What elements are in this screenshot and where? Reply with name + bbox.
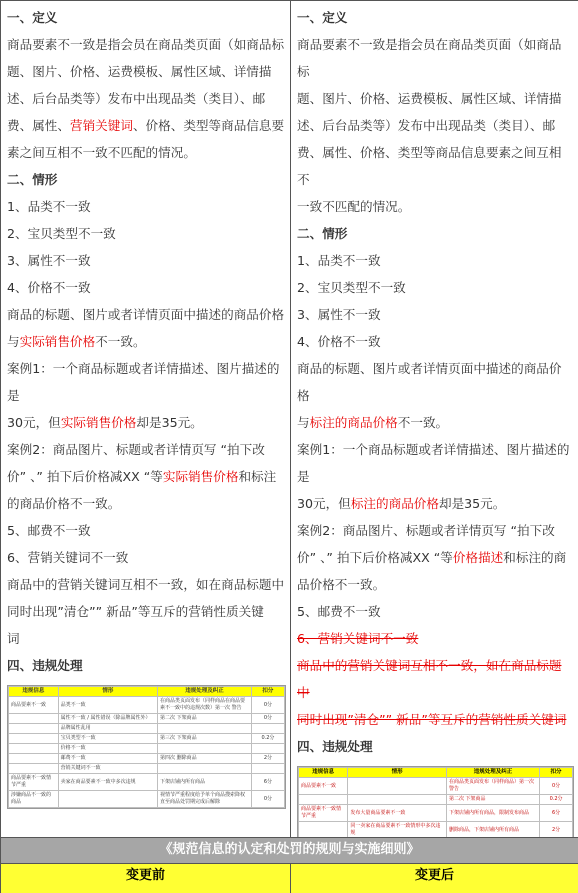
before-text-line [7, 544, 286, 571]
before-text-segment: 、价格、类型等商品信息要 [132, 118, 285, 133]
after-text-line [297, 598, 574, 625]
after-text-segment: 案例1：一个商品标题或者详情描述、图片描述的是 [297, 442, 570, 484]
table-row [9, 774, 285, 791]
before-text-line [7, 463, 286, 490]
before-text-segment: 价” 、” 拍下后价格减XX “等 [7, 469, 163, 484]
after-highlight-text: 标注的商品价格 [309, 415, 398, 430]
after-penalty-cell: 6分 [540, 805, 573, 822]
before-text-segment: 的商品价格不一致。 [7, 496, 121, 511]
after-text-segment: 二、情形 [297, 226, 348, 241]
table-row [299, 805, 573, 822]
after-text-segment: 一、定义 [297, 10, 348, 25]
before-text-segment: 却是35元。 [136, 415, 203, 430]
before-text-segment: 同时出现”清仓”” 新品”等互斥的营销性质关键 [7, 604, 264, 619]
before-text-line [7, 517, 286, 544]
before-highlight-text: 实际销售价格 [162, 469, 239, 484]
after-penalty-cell: 2分 [540, 822, 573, 838]
before-text-segment: 素之间互相不一致不匹配的情况。 [7, 145, 196, 160]
before-penalty-cell [251, 724, 284, 734]
after-heading [297, 220, 574, 247]
before-heading [7, 652, 286, 679]
before-penalty-cell: 6分 [251, 774, 284, 791]
before-penalty-cell: 营销关键词不一致 [58, 764, 157, 774]
before-penalty-cell: 0分 [251, 697, 284, 714]
after-text-line [297, 274, 574, 301]
after-penalty-cell: 发布大量商品要素不一致 [348, 805, 447, 822]
after-text-line [297, 355, 574, 409]
before-penalty-cell: 视情节严重程度给予单个商品搜索降权直至商品处罚期完成后解除 [158, 791, 252, 808]
after-highlight-text: 同时出现”清仓”” 新品”等互斥的营销性质关键词 [297, 712, 567, 727]
after-penalty-header: 情形 [348, 768, 447, 778]
after-text-segment: 与 [297, 415, 310, 430]
before-penalty-cell: 品牌属性乱用 [58, 724, 157, 734]
after-text-segment: 品价格不一致。 [297, 577, 386, 592]
before-penalty-cell: 下架店铺内所有商品 [158, 774, 252, 791]
after-penalty-header: 违规信息 [299, 768, 348, 778]
before-penalty-cell: 2分 [251, 754, 284, 764]
after-text-segment: 费、属性、价格、类型等商品信息要素之间互相不 [297, 145, 562, 187]
table-row [9, 734, 285, 744]
after-text-segment: 4、价格不一致 [297, 334, 381, 349]
table-row [9, 697, 285, 714]
before-text-segment: 5、邮费不一致 [7, 523, 91, 538]
before-text-segment: 案例2：商品图片、标题或者详情页写 “拍下改 [7, 442, 265, 457]
before-penalty-cell: 卖家在商品要素不一致中多次违规 [58, 774, 157, 791]
after-text-line [297, 490, 574, 517]
after-highlight-text: 6、营销关键词不一致 [297, 631, 419, 646]
before-penalty-header: 情形 [58, 687, 157, 697]
after-text-line [297, 139, 574, 193]
after-penalty-cell: 商品要素不一致 [299, 778, 348, 795]
before-penalty-cell [9, 714, 59, 724]
after-text-line [297, 436, 574, 490]
after-heading [297, 733, 574, 760]
after-text-line [297, 301, 574, 328]
after-text-segment: 案例2：商品图片、标题或者详情页写 “拍下改 [297, 523, 555, 538]
before-text-line [7, 85, 286, 112]
before-penalty-cell: 商品要素不一致情节严重 [9, 774, 59, 791]
after-text-line [297, 409, 574, 436]
before-penalty-cell: 宝贝类型不一致 [58, 734, 157, 744]
before-text-line [7, 58, 286, 85]
after-text-segment: 和标注的商 [503, 550, 567, 565]
table-row [9, 714, 285, 724]
before-text-segment: 30元，但 [7, 415, 61, 430]
before-text-line [7, 490, 286, 517]
table-row [9, 764, 285, 774]
before-text-line [7, 436, 286, 463]
before-penalty-cell: 第四次 删除商品 [158, 754, 252, 764]
before-highlight-text: 实际销售价格 [19, 334, 96, 349]
before-text-segment: 1、品类不一致 [7, 199, 91, 214]
before-text-line [7, 625, 286, 652]
before-penalty-cell [158, 724, 252, 734]
after-text-segment: 商品要素不一致是指会员在商品类页面（如商品标 [297, 37, 562, 79]
before-text-segment: 商品中的营销关键词互相不一致，如在商品标题中 [7, 577, 285, 592]
after-text-segment: 1、品类不一致 [297, 253, 381, 268]
after-penalty-cell: 0分 [540, 778, 573, 795]
before-text-segment: 词 [7, 631, 20, 646]
table-row [299, 822, 573, 838]
rule-title: 《规范信息的认定和处罚的规则与实施细则》 [1, 838, 578, 864]
before-penalty-cell: 价格不一致 [58, 744, 157, 754]
table-row [9, 791, 285, 808]
before-penalty-cell: 0分 [251, 714, 284, 724]
before-penalty-cell [9, 744, 59, 754]
after-text-line [297, 328, 574, 355]
after-penalty-cell: 同一卖家在商品要素不一致情形中多次违规 [348, 822, 447, 838]
before-highlight-text: 营销关键词 [69, 118, 133, 133]
after-text-segment: 30元，但 [297, 496, 351, 511]
before-text-line [7, 301, 286, 328]
after-text-segment: 却是35元。 [438, 496, 506, 511]
after-text-line [297, 706, 574, 733]
before-text-line [7, 355, 286, 409]
after-highlight-text: 标注的商品价格 [350, 496, 439, 511]
before-penalty-header: 违规信息 [9, 687, 59, 697]
after-penalty-cell: 在商品类页面发布（同样商品）第一次 警告 [446, 778, 539, 795]
after-penalty-cell: 删除商品，下架店铺内所有商品 [446, 822, 539, 838]
before-text-segment: 费、属性、 [7, 118, 70, 133]
before-penalty-cell [9, 734, 59, 744]
before-penalty-cell: 在商品类页面发布（同样商品在商品要素不一致中的违规次数）第一次 警告 [158, 697, 252, 714]
before-penalty-cell: 邮费不一致 [58, 754, 157, 764]
after-text-segment: 述、后台品类等）发布中出现品类（类目）、邮 [297, 118, 556, 133]
table-row [299, 795, 573, 805]
after-penalty-header: 扣分 [540, 768, 573, 778]
table-row [9, 744, 285, 754]
after-penalty-cell [348, 778, 447, 795]
before-penalty-cell: 0分 [251, 791, 284, 808]
before-penalty-cell: 属性不一致 / 属性错误（除品牌属性外） [58, 714, 157, 724]
before-penalty-cell: 品类不一致 [58, 697, 157, 714]
before-text-segment: 3、属性不一致 [7, 253, 91, 268]
after-penalty-cell [299, 822, 348, 838]
before-penalty-header: 扣分 [251, 687, 284, 697]
before-text-line [7, 139, 286, 166]
after-text-line [297, 193, 574, 220]
before-heading [7, 166, 286, 193]
before-text-segment: 题、图片、价格、运费模板、属性区域、详情描 [7, 64, 272, 79]
after-column [291, 1, 578, 838]
before-penalty-cell [251, 744, 284, 754]
after-text-line [297, 247, 574, 274]
after-text-segment: 商品的标题、图片或者详情页面中描述的商品价格 [297, 361, 562, 403]
after-text-line [297, 652, 574, 706]
after-label: 变更后 [291, 864, 578, 893]
before-text-line [7, 247, 286, 274]
before-penalty-cell: 0.2分 [251, 734, 284, 744]
before-text-line [7, 193, 286, 220]
before-penalty-cell: 第二次 下架商品 [158, 714, 252, 724]
before-text-line [7, 598, 286, 625]
before-text-segment: 与 [7, 334, 20, 349]
before-penalty-cell [251, 764, 284, 774]
before-penalty-cell [58, 791, 157, 808]
after-text-segment: 2、宝贝类型不一致 [297, 280, 406, 295]
after-text-line [297, 85, 574, 112]
before-text-line [7, 112, 286, 139]
before-penalty-cell: 第三次 下架商品 [158, 734, 252, 744]
after-text-segment: 不一致。 [397, 415, 449, 430]
before-penalty-cell: 商品要素不一致 [9, 697, 59, 714]
after-heading [297, 4, 574, 31]
after-penalty-table [297, 766, 574, 837]
after-penalty-cell [348, 795, 447, 805]
before-penalty-cell: 涉嫌商品不一致的商品 [9, 791, 59, 808]
after-penalty-header: 违规处理及纠正 [446, 768, 539, 778]
before-text-segment: 4、价格不一致 [7, 280, 91, 295]
before-text-segment: 2、宝贝类型不一致 [7, 226, 116, 241]
before-penalty-cell [9, 754, 59, 764]
before-text-line [7, 328, 286, 355]
after-penalty-cell [299, 795, 348, 805]
before-heading [7, 4, 286, 31]
before-penalty-cell [9, 724, 59, 734]
before-text-segment: 和标注 [238, 469, 277, 484]
before-text-segment: 二、情形 [7, 172, 58, 187]
before-text-line [7, 31, 286, 58]
after-text-line [297, 112, 574, 139]
table-row [9, 754, 285, 764]
before-highlight-text: 实际销售价格 [60, 415, 137, 430]
before-text-segment: 案例1：一个商品标题或者详情描述、图片描述的是 [7, 361, 280, 403]
before-penalty-header: 违规处理及纠正 [158, 687, 252, 697]
after-highlight-text: 价格描述 [452, 550, 504, 565]
after-penalty-cell: 第二次 下架商品 [446, 795, 539, 805]
after-penalty-cell: 下架店铺内所有商品，限制发布商品 [446, 805, 539, 822]
after-penalty-cell: 商品要素不一致情节严重 [299, 805, 348, 822]
after-text-line [297, 544, 574, 571]
before-text-segment: 不一致。 [95, 334, 146, 349]
before-penalty-cell [158, 764, 252, 774]
before-text-line [7, 409, 286, 436]
before-penalty-table [7, 685, 286, 809]
before-text-line [7, 571, 286, 598]
before-penalty-cell [9, 764, 59, 774]
before-text-segment: 商品要素不一致是指会员在商品类页面（如商品标 [7, 37, 285, 52]
after-text-segment: 题、图片、价格、运费模板、属性区域、详情描 [297, 91, 562, 106]
after-highlight-text: 商品中的营销关键词互相不一致，如在商品标题中 [297, 658, 562, 700]
before-text-segment: 商品的标题、图片或者详情页面中描述的商品价格 [7, 307, 285, 322]
before-text-segment: 6、营销关键词不一致 [7, 550, 129, 565]
before-text-segment: 一、定义 [7, 10, 58, 25]
after-text-line [297, 625, 574, 652]
before-text-segment: 四、违规处理 [7, 658, 83, 673]
before-text-line [7, 274, 286, 301]
before-label: 变更前 [1, 864, 291, 893]
after-text-line [297, 517, 574, 544]
after-text-line [297, 571, 574, 598]
table-row [9, 724, 285, 734]
table-row [299, 778, 573, 795]
after-text-segment: 5、邮费不一致 [297, 604, 381, 619]
after-text-segment: 价” 、” 拍下后价格减XX “等 [297, 550, 453, 565]
after-text-line [297, 31, 574, 85]
before-text-segment: 述、后台品类等）发布中出现品类（类目）、邮 [7, 91, 266, 106]
after-text-segment: 3、属性不一致 [297, 307, 381, 322]
before-penalty-cell [158, 744, 252, 754]
after-penalty-cell: 0.2分 [540, 795, 573, 805]
before-text-line [7, 220, 286, 247]
before-column [1, 1, 291, 838]
after-text-segment: 四、违规处理 [297, 739, 373, 754]
after-text-segment: 一致不匹配的情况。 [297, 199, 411, 214]
